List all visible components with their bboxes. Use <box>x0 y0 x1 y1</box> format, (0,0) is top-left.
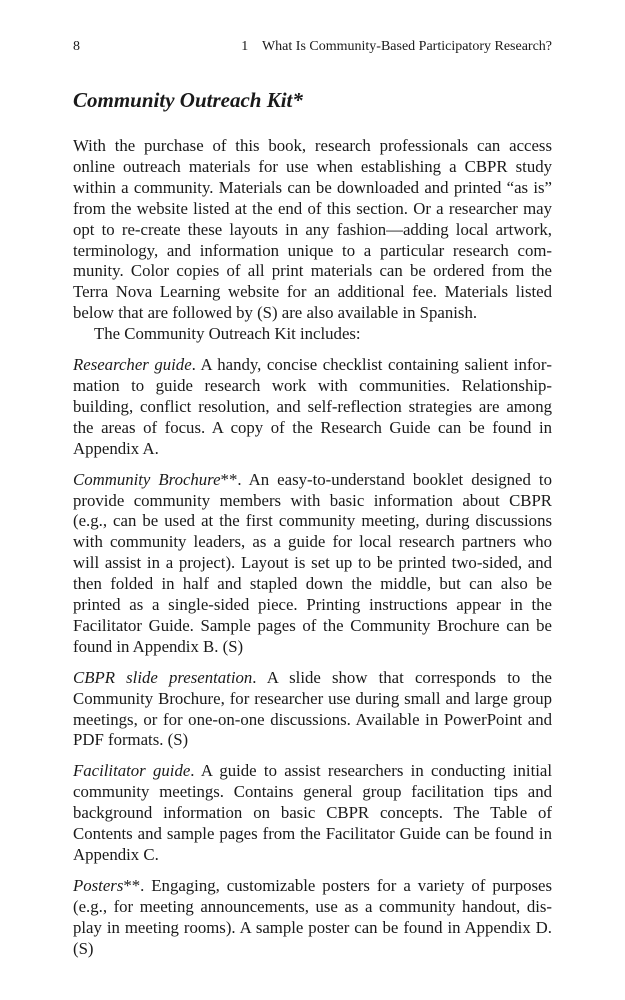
kit-item-title: Community Brochure <box>73 469 221 489</box>
body-text <box>73 136 552 970</box>
kit-item-facilitator-guide <box>73 761 552 866</box>
chapter-title: 1 What Is Community-Based Participatory Research? <box>241 39 552 54</box>
kit-lead-sentence: The Community Outreach Kit includes: <box>94 324 361 344</box>
kit-item-description: . An easy-to-understand booklet designed to provide community members with basic information about CBPR (e.g., can be used at the first community meeting, during discussions with community leaders, as a guide for local research partners who will assist in a project). Layout is set up to be printed two-sided, and then folded in half and stapled down the middle, but can also be printed as a single-sided piece. Printing instructions appear in the Facilitator Guide. Sample pages of the Community Brochure can be found in Appendix B. (S) <box>73 469 552 656</box>
kit-item-title: CBPR slide presentation <box>73 667 253 687</box>
kit-item-title: Facilitator guide <box>73 761 191 781</box>
kit-item-mark: ** <box>220 469 238 489</box>
kit-item-mark: ** <box>123 875 141 895</box>
kit-item-community-brochure <box>73 470 552 658</box>
section-heading: Community Outreach Kit* <box>73 88 303 112</box>
kit-item-posters <box>73 876 552 960</box>
kit-item-title: Posters <box>73 875 124 895</box>
kit-item-description: . A guide to assist researchers in conducting initial community meetings. Contains general group facilitation tips and background information on basic CBPR concepts. The Table of Contents and sample pages from the Facilitator Guide can be found in Appendix C. <box>73 761 552 864</box>
kit-item-description: . Engaging, customizable posters for a variety of purposes (e.g., for meeting announcements, use as a community handout, display in meeting rooms). A sample poster can be found in Appendix D. (S) <box>73 875 552 958</box>
kit-item-researcher-guide <box>73 355 552 460</box>
kit-item-description: . A handy, concise checklist containing salient information to guide research work with communities. Relationship-building, conflict resolution, and self-reflection strategies are among the areas of focus. A copy of the Research Guide can be found in Appendix A. <box>73 355 553 458</box>
running-head <box>73 37 552 57</box>
kit-item-description: . A slide show that corresponds to the Community Brochure, for researcher use during small and large group meetings, or for one-on-one discussions. Available in PowerPoint and PDF formats. (S) <box>73 667 552 750</box>
page-number: 8 <box>73 39 80 54</box>
kit-item-slide-presentation <box>73 668 552 752</box>
intro-paragraph: With the purchase of this book, research professionals can access online outreach materials for use when establishing a CBPR study within a community. Materials can be downloaded and printed “as is” from the website listed at the end of this section. Or a researcher may opt to re-create these layouts in any fashion—adding local artwork, terminology, and information unique to a particular research community. Color copies of all print materials can be ordered from the Terra Nova Learning website for an additional fee. Materials listed below that are followed by (S) are also available in Spanish. <box>73 136 552 323</box>
kit-item-title: Researcher guide <box>73 355 192 375</box>
